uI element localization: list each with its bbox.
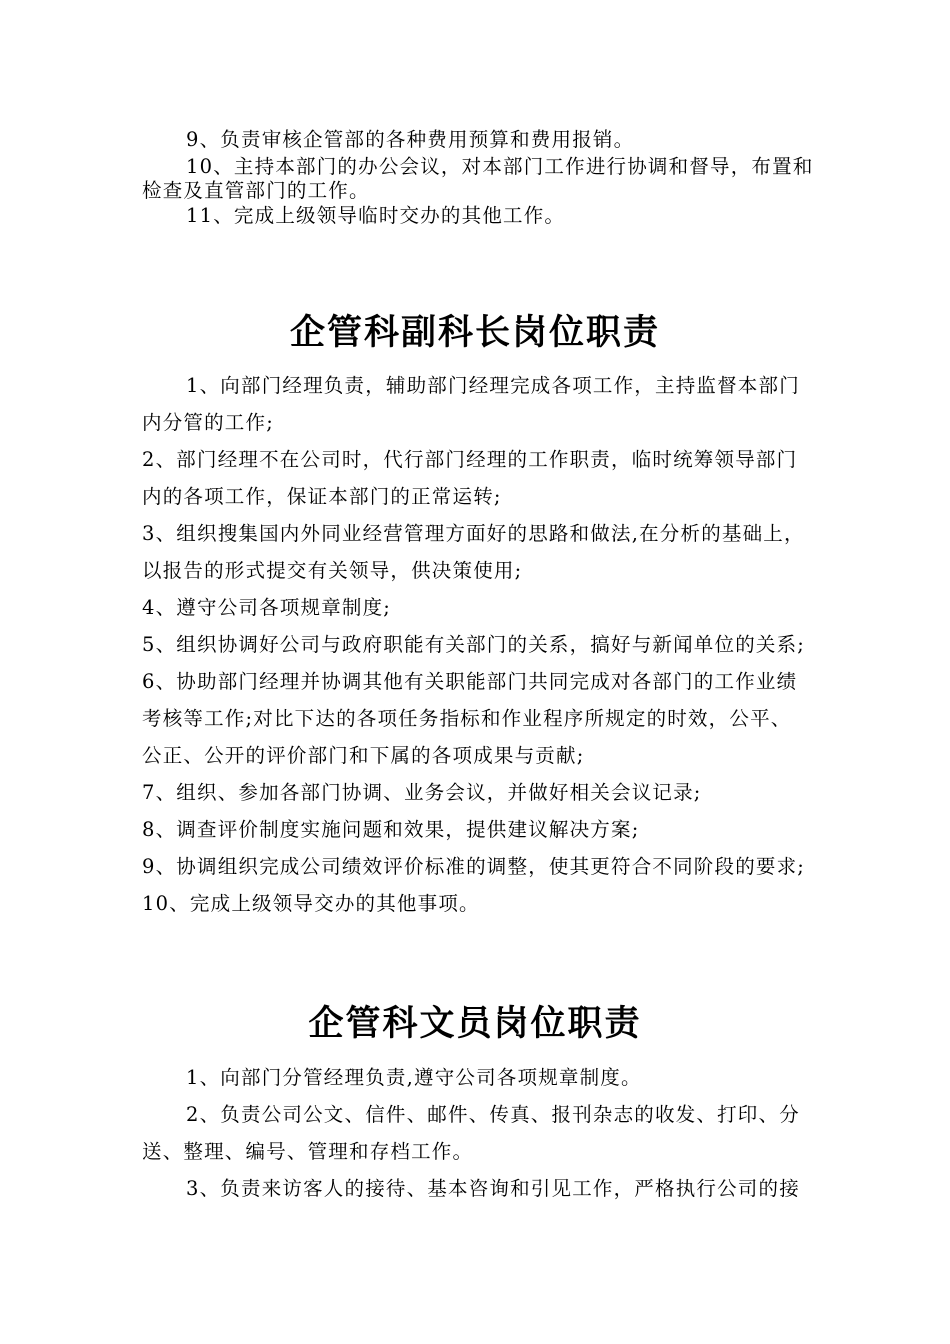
paragraph-line: 10、主持本部门的办公会议，对本部门工作进行协调和督导，布置和	[186, 155, 814, 178]
paragraph-line: 8、调查评价制度实施问题和效果，提供建议解决方案;	[142, 818, 640, 841]
paragraph-line: 5、组织协调好公司与政府职能有关部门的关系，搞好与新闻单位的关系;	[142, 633, 806, 656]
paragraph-line: 公正、公开的评价部门和下属的各项成果与贡献;	[142, 744, 585, 767]
paragraph-line: 7、组织、参加各部门协调、业务会议，并做好相关会议记录;	[142, 781, 702, 804]
paragraph-line: 内的各项工作，保证本部门的正常运转;	[142, 485, 502, 508]
paragraph-line: 1、向部门经理负责，辅助部门经理完成各项工作，主持监督本部门	[186, 374, 800, 397]
section-title-deputy: 企管科副科长岗位职责	[289, 313, 660, 353]
paragraph-line: 1、向部门分管经理负责,遵守公司各项规章制度。	[186, 1066, 642, 1089]
section-title-clerk: 企管科文员岗位职责	[308, 1004, 642, 1044]
paragraph-line: 4、遵守公司各项规章制度;	[142, 596, 392, 619]
paragraph-line: 2、部门经理不在公司时，代行部门经理的工作职责，临时统筹领导部门	[142, 448, 798, 471]
paragraph-line: 11、完成上级领导临时交办的其他工作。	[186, 204, 566, 227]
paragraph-line: 9、负责审核企管部的各种费用预算和费用报销。	[186, 128, 635, 151]
paragraph-line: 3、负责来访客人的接待、基本咨询和引见工作，严格执行公司的接	[186, 1177, 800, 1200]
paragraph-line: 9、协调组织完成公司绩效评价标准的调整，使其更符合不同阶段的要求;	[142, 855, 806, 878]
paragraph-line: 送、整理、编号、管理和存档工作。	[142, 1140, 474, 1163]
paragraph-line: 3、组织搜集国内外同业经营管理方面好的思路和做法,在分析的基础上，	[142, 522, 805, 545]
paragraph-line: 以报告的形式提交有关领导，供决策使用;	[142, 559, 523, 582]
paragraph-line: 10、完成上级领导交办的其他事项。	[142, 892, 480, 915]
paragraph-line: 考核等工作;对比下达的各项任务指标和作业程序所规定的时效，公平、	[142, 707, 792, 730]
paragraph-line: 2、负责公司公文、信件、邮件、传真、报刊杂志的收发、打印、分	[186, 1103, 800, 1126]
paragraph-line: 检查及直管部门的工作。	[142, 179, 370, 202]
paragraph-line: 内分管的工作;	[142, 411, 274, 434]
paragraph-line: 6、协助部门经理并协调其他有关职能部门共同完成对各部门的工作业绩	[142, 670, 798, 693]
